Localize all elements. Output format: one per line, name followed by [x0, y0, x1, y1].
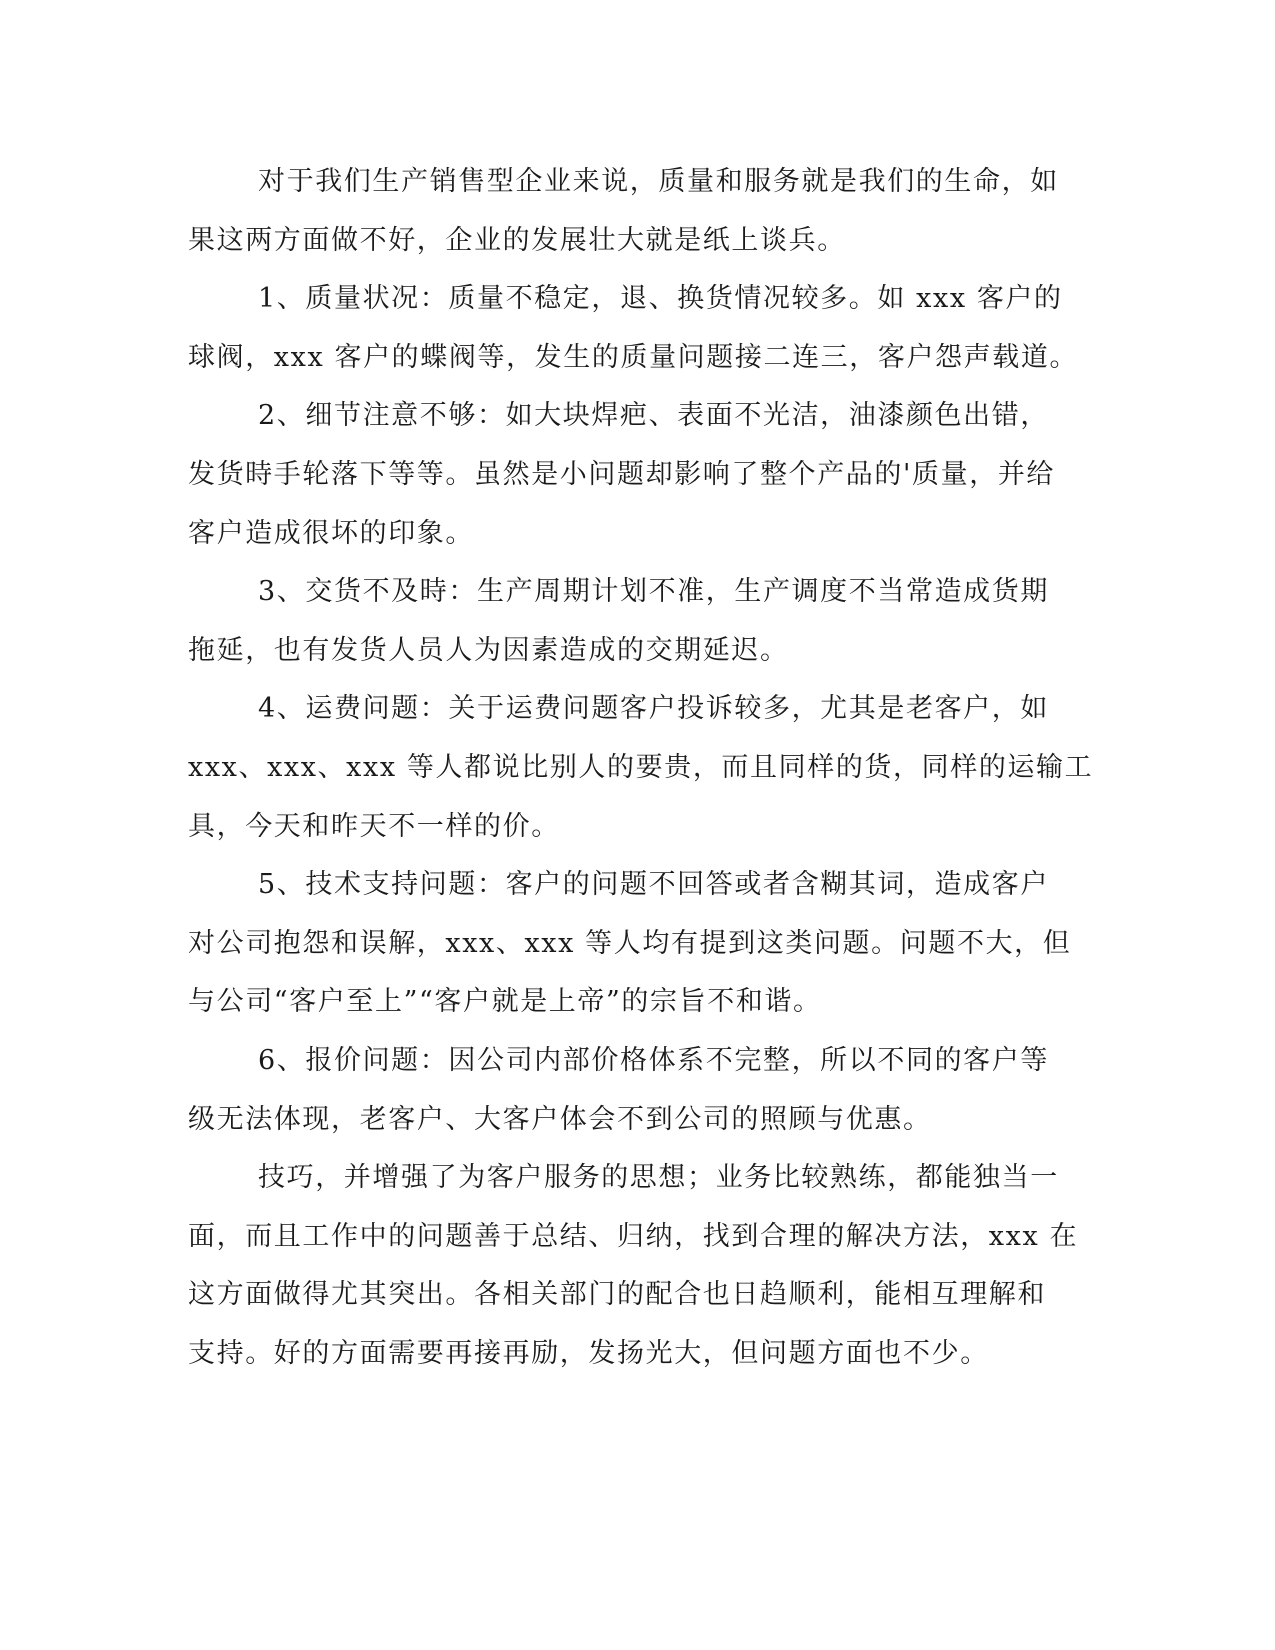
text-line: 拖延，也有发货人员人为因素造成的交期延迟。	[188, 635, 789, 666]
text-line: 对于我们生产销售型企业来说，质量和服务就是我们的生命，如	[258, 166, 1059, 197]
text-line: xxx、xxx、xxx 等人都说比别人的要贵，而且同样的货，同样的运输工	[188, 752, 1094, 783]
text-line: 这方面做得尤其突出。各相关部门的配合也日趋顺利，能相互理解和	[188, 1279, 1046, 1310]
text-line: 发货時手轮落下等等。虽然是小问题却影响了整个产品的'质量，并给	[188, 459, 1056, 490]
text-line: 6、报价问题：因公司内部价格体系不完整，所以不同的客户等	[258, 1045, 1049, 1076]
text-line: 1、质量状况：质量不稳定，退、换货情况较多。如 xxx 客户的	[258, 283, 1063, 314]
text-line: 球阀，xxx 客户的蝶阀等，发生的质量问题接二连三，客户怨声载道。	[188, 342, 1079, 373]
text-line: 5、技术支持问题：客户的问题不回答或者含糊其词，造成客户	[258, 869, 1049, 900]
text-line: 具，今天和昨天不一样的价。	[188, 811, 560, 842]
text-line: 面，而且工作中的问题善于总结、归纳，找到合理的解决方法，xxx 在	[188, 1221, 1079, 1252]
text-line: 果这两方面做不好，企业的发展壮大就是纸上谈兵。	[188, 225, 846, 256]
text-line: 客户造成很坏的印象。	[188, 518, 474, 549]
text-line: 技巧，并增强了为客户服务的思想；业务比较熟练，都能独当一	[258, 1162, 1059, 1193]
text-line: 4、运费问题：关于运费问题客户投诉较多，尤其是老客户，如	[258, 693, 1049, 724]
text-line: 与公司“客户至上”“客户就是上帝”的宗旨不和谐。	[188, 986, 822, 1017]
text-line: 对公司抱怨和误解，xxx、xxx 等人均有提到这类问题。问题不大，但	[188, 928, 1072, 959]
text-line: 3、交货不及時：生产周期计划不准，生产调度不当常造成货期	[258, 576, 1049, 607]
text-line: 2、细节注意不够：如大块焊疤、表面不光洁，油漆颜色出错，	[258, 400, 1049, 431]
text-line: 级无法体现，老客户、大客户体会不到公司的照顾与优惠。	[188, 1104, 932, 1135]
text-line: 支持。好的方面需要再接再励，发扬光大，但问题方面也不少。	[188, 1338, 989, 1369]
